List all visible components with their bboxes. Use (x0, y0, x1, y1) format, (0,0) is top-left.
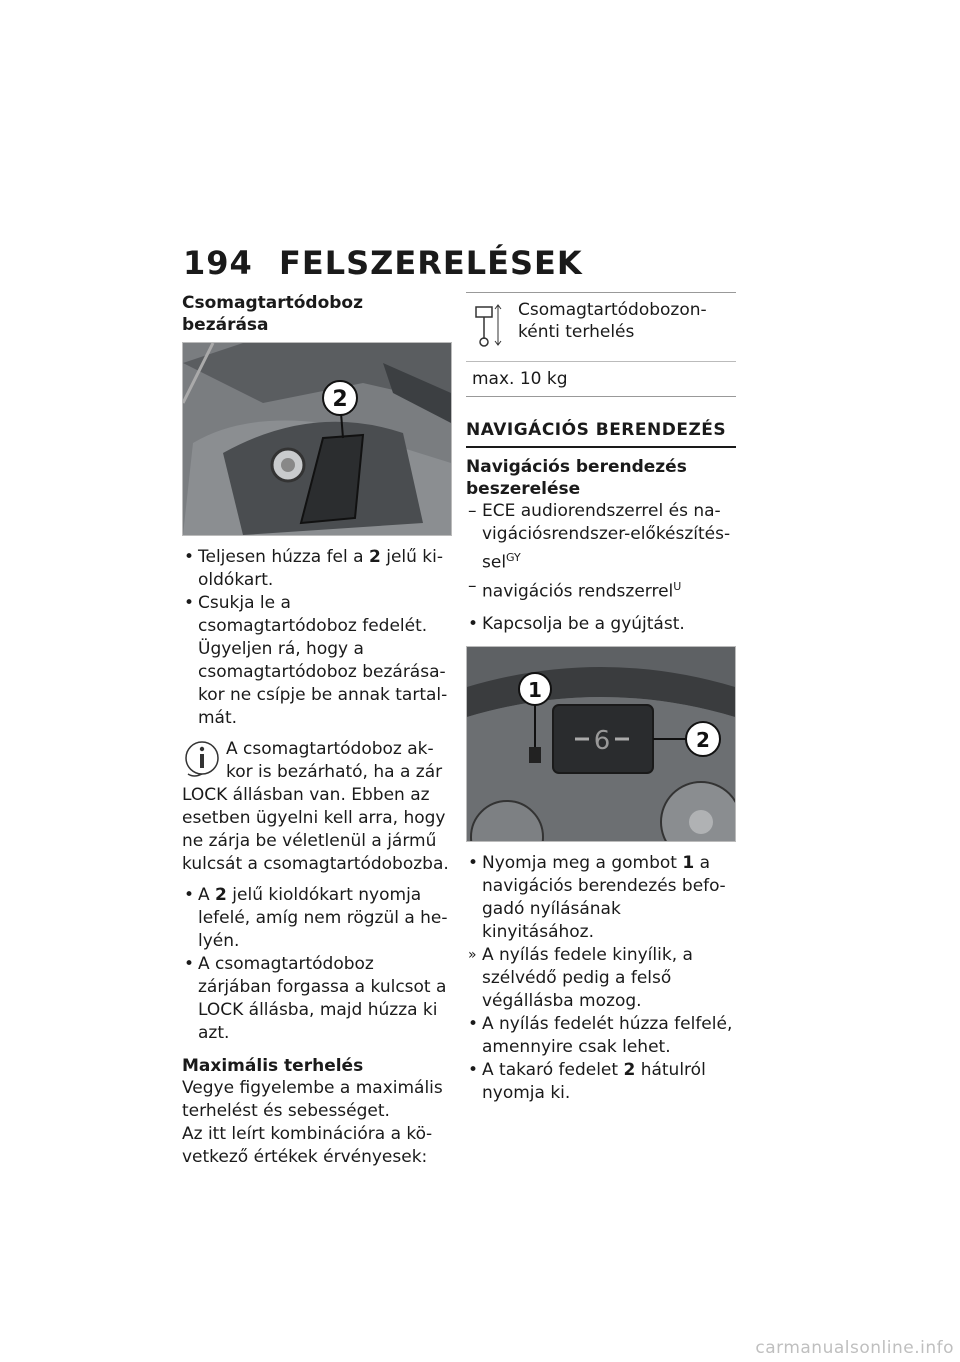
max-load-text: Vegye figyelembe a maximális terhelést és sebességet. (182, 1078, 443, 1121)
list-item: – ECE audiorendszerrel és navigációsrendszer-előkészítéssel$^{GY}$ (466, 500, 736, 575)
steps-list-1 (182, 546, 452, 730)
list-item: • Kapcsolja be a gyújtást. (466, 613, 736, 636)
note-text-rest: LOCK állásban van. Ebben az esetben ügyelni kell arra, hogy ne zárja be véletlenül a jármű kulcsát a csomagtartódobozba. (182, 785, 449, 874)
info-icon (182, 738, 222, 782)
luggage-load-icon (472, 299, 506, 349)
spec-value: max. 10 kg (472, 369, 568, 389)
luggage-case-illustration (183, 343, 451, 535)
max-load-text-2: Az itt leírt kombinációra a következő értékek érvényesek: (182, 1124, 433, 1167)
callout-1: 1 (528, 678, 542, 703)
note-text-first: A csomagtartódoboz akkor is bezárható, ha a zár (226, 739, 443, 782)
list-item: • Csukja le a csomagtartódoboz fedelét. Ügyeljen rá, hogy a csomagtartódoboz bezárásakor ne csípje be annak tartalmát. (182, 592, 452, 730)
dashboard-illustration (467, 647, 735, 841)
steps-list-nav-2 (466, 1013, 736, 1105)
ignition-step (466, 613, 736, 636)
section-title-navigation: NAVIGÁCIÓS BERENDEZÉS (466, 419, 736, 448)
page-number: 194 (183, 244, 253, 282)
page-header (183, 244, 583, 282)
figure-dashboard (466, 646, 736, 842)
list-item: • A nyílás fedelét húzza felfelé, amennyire csak lehet. (466, 1013, 736, 1059)
steps-list-2 (182, 884, 452, 1045)
list-item: » A nyílás fedele kinyílik, a szélvédő pedig a felső végállásba mozog. (466, 944, 736, 1013)
chapter-title: FELSZERELÉSEK (279, 244, 583, 282)
subsection-title-nav-install: Navigációs berendezés beszerelése (466, 457, 687, 499)
spec-label: Csomagtartódobozonkénti terhelés (512, 293, 736, 362)
info-note (182, 738, 452, 876)
list-item: • A 2 jelű kioldókart nyomja lefelé, amíg nem rögzül a helyén. (182, 884, 452, 953)
load-spec-table (466, 292, 736, 397)
list-item: • A takaró fedelet 2 hátulról nyomja ki. (466, 1059, 736, 1105)
list-item: – navigációs rendszerrel$^U$ (466, 575, 736, 604)
variant-list (466, 500, 736, 603)
list-item: • Nyomja meg a gombot 1 a navigációs berendezés befogadó nyílásának kinyitásához. (466, 852, 736, 944)
result-list (466, 944, 736, 1013)
watermark: carmanualsonline.info (755, 1338, 954, 1358)
list-item: • Teljesen húzza fel a 2 jelű kioldókart. (182, 546, 452, 592)
steps-list-nav (466, 852, 736, 944)
figure-luggage-case (182, 342, 452, 536)
max-load-title: Maximális terhelés (182, 1056, 364, 1076)
section-title-luggage-close: Csomagtartódoboz bezárása (182, 293, 364, 335)
right-column (466, 292, 736, 1105)
callout-2: 2 (696, 728, 710, 753)
list-item: • A csomagtartódoboz zárjában forgassa a kulcsot a LOCK állásba, majd húzza ki azt. (182, 953, 452, 1045)
svg-text:6: 6 (593, 726, 611, 757)
callout-2: 2 (332, 387, 348, 412)
left-column (182, 292, 452, 1169)
